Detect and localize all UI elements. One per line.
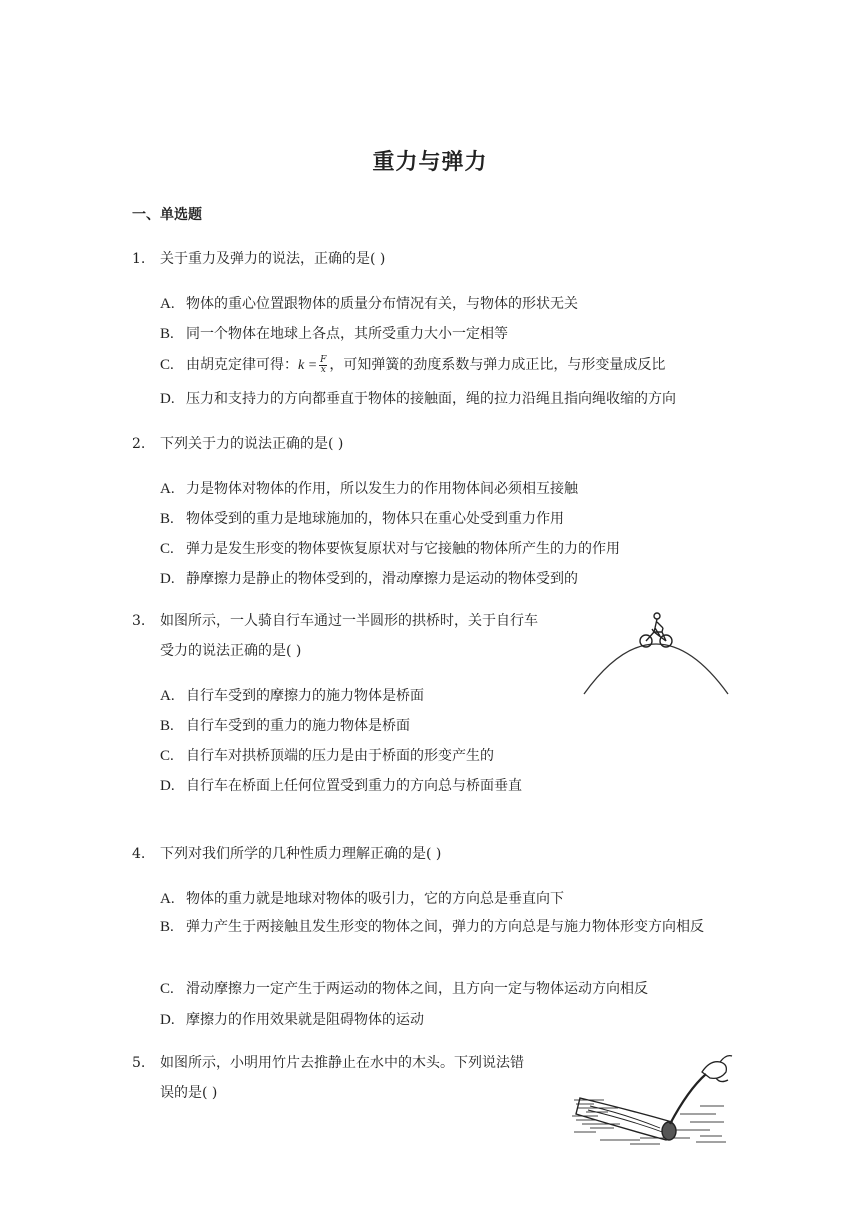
question-stem: 关于重力及弹力的说法，正确的是( ) [160,251,386,267]
water-lines [572,1100,726,1144]
option-letter: C. [160,541,174,557]
option-letter: B. [160,718,174,734]
option-text-pre: 由胡克定律可得： [186,357,298,373]
option-letter: C. [160,357,174,373]
option-letter: D. [160,1012,175,1028]
question-number: 5. [132,1055,146,1071]
option-text: 自行车在桥面上任何位置受到重力的方向总与桥面垂直 [186,778,522,794]
option-text: 力是物体对物体的作用，所以发生力的作用物体间必须相互接触 [186,481,578,497]
hand-icon [702,1056,732,1082]
log-in-water-figure [570,1050,735,1150]
option-letter: C. [160,748,174,764]
bridge-bicycle-figure [580,610,732,698]
question-stem-line1: 如图所示，小明用竹片去推静止在水中的木头。下列说法错 [160,1055,524,1071]
option-text: 摩擦力的作用效果就是阻碍物体的运动 [186,1012,424,1028]
option-b [160,508,564,528]
section-heading: 一、单选题 [132,207,202,223]
option-letter: D. [160,778,175,794]
bridge-arch [584,644,728,694]
option-letter: B. [160,326,174,342]
option-d [160,1009,424,1029]
formula-fraction [319,356,327,375]
option-text: 自行车对拱桥顶端的压力是由于桥面的形变产生的 [186,748,494,764]
option-text: 自行车受到的重力的施力物体是桥面 [186,718,410,734]
option-text-post: ，可知弹簧的劲度系数与弹力成正比，与形变量成反比 [329,357,666,373]
page-title: 重力与弹力 [372,150,488,175]
option-text: 同一个物体在地球上各点，其所受重力大小一定相等 [186,326,508,342]
option-text: 弹力是发生形变的物体要恢复原状对与它接触的物体所产生的力的作用 [186,541,620,557]
option-letter: B. [160,919,174,935]
option-a [160,888,564,908]
option-letter: A. [160,481,175,497]
option-b [160,912,735,942]
option-d [160,775,522,795]
fraction-denominator: x [320,364,326,375]
question-stem: 下列对我们所学的几种性质力理解正确的是( ) [160,846,442,862]
option-text: 静摩擦力是静止的物体受到的，滑动摩擦力是运动的物体受到的 [186,571,578,587]
option-b [160,715,410,735]
option-letter: D. [160,391,175,407]
question-stem-line2: 受力的说法正确的是( ) [160,643,302,659]
option-d [160,568,578,588]
question-number: 1. [132,251,146,267]
option-text: 物体受到的重力是地球施加的，物体只在重心处受到重力作用 [186,511,564,527]
formula-lhs: k = [298,358,318,373]
question-number: 2. [132,436,146,452]
option-a [160,293,578,313]
option-c [160,745,494,765]
option-letter: B. [160,511,174,527]
option-a [160,478,578,498]
question-number: 3. [132,613,146,629]
option-text: 物体的重力就是地球对物体的吸引力，它的方向总是垂直向下 [186,891,564,907]
option-c [160,354,665,375]
option-letter: C. [160,981,174,997]
option-letter: D. [160,571,175,587]
question-stem-line2: 误的是( ) [160,1085,218,1101]
question-number: 4. [132,846,146,862]
bamboo-strip [670,1074,706,1124]
option-text: 自行车受到的摩擦力的施力物体是桥面 [186,688,424,704]
option-text: 滑动摩擦力一定产生于两运动的物体之间，且方向一定与物体运动方向相反 [186,981,648,997]
option-c [160,978,648,998]
question-stem: 下列关于力的说法正确的是( ) [160,436,344,452]
option-c [160,538,620,558]
option-d [160,388,676,408]
option-text: 压力和支持力的方向都垂直于物体的接触面，绳的拉力沿绳且指向绳收缩的方向 [186,391,676,407]
option-b [160,323,508,343]
option-text: 物体的重心位置跟物体的质量分布情况有关，与物体的形状无关 [186,296,578,312]
fraction-numerator: F [320,354,327,365]
option-a [160,685,424,705]
option-letter: A. [160,688,175,704]
option-letter: A. [160,296,175,312]
option-letter: A. [160,891,175,907]
question-stem-line1: 如图所示，一人骑自行车通过一半圆形的拱桥时，关于自行车 [160,613,538,629]
option-text: 弹力产生于两接触且发生形变的物体之间，弹力的方向总是与施力物体形变方向相反 [186,919,704,935]
